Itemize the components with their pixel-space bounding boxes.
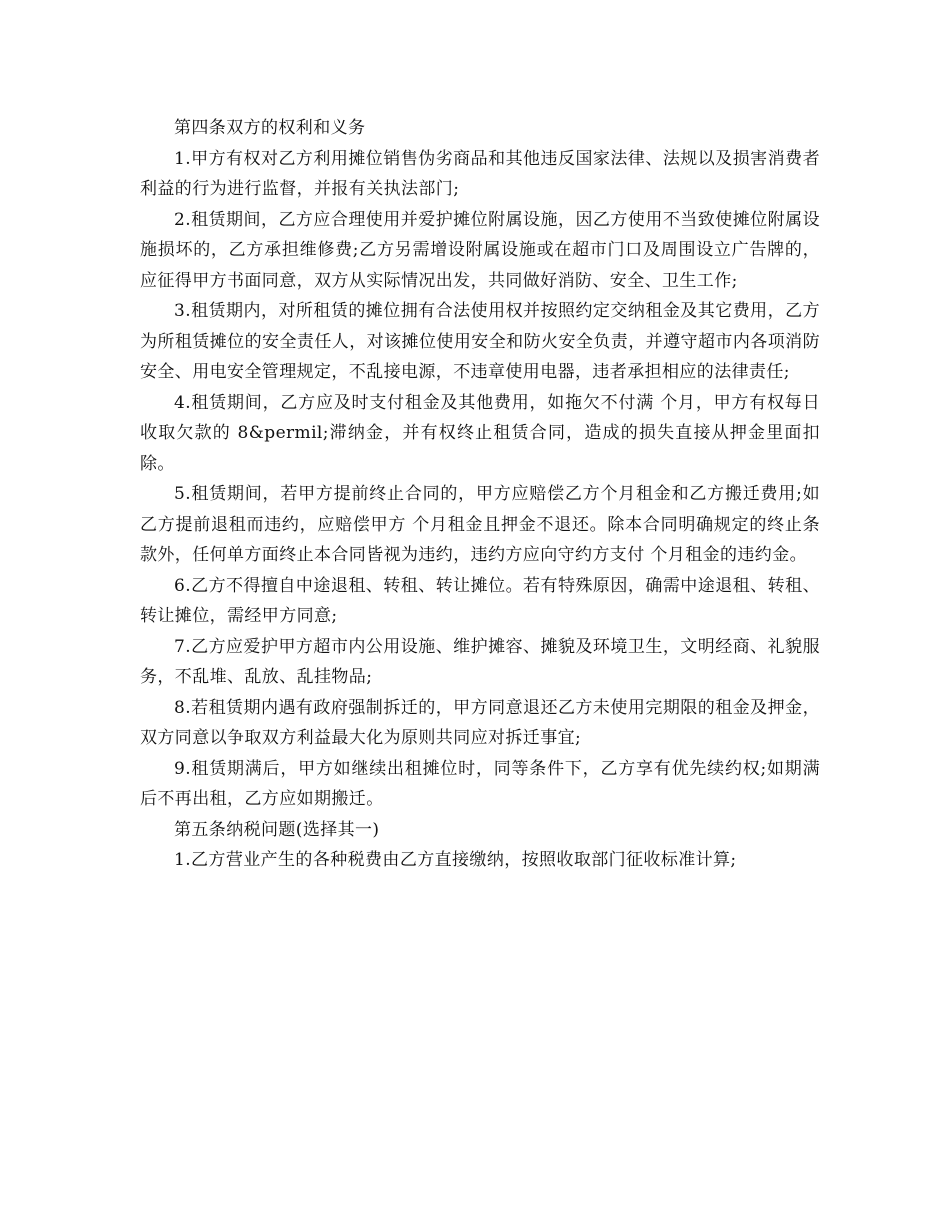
clause-4-5: 5.租赁期间，若甲方提前终止合同的，甲方应赔偿乙方个月租金和乙方搬迁费用;如乙方提前退租而违约，应赔偿甲方 个月租金且押金不退还。除本合同明确规定的终止条款外，任何单方面终止本合同皆视为违约，违约方应向守约方支付 个月租金的违约金。 — [140, 484, 820, 565]
clause-4-8: 8.若租赁期内遇有政府强制拆迁的，甲方同意退还乙方未使用完期限的租金及押金，双方同意以争取双方利益最大化为原则共同应对拆迁事宜; — [140, 697, 820, 748]
clause-4-9: 9.租赁期满后，甲方如继续出租摊位时，同等条件下，乙方享有优先续约权;如期满后不再出租，乙方应如期搬迁。 — [140, 758, 820, 809]
document-body — [140, 113, 820, 876]
clause-4-3: 3.租赁期内，对所租赁的摊位拥有合法使用权并按照约定交纳租金及其它费用，乙方为所租赁摊位的安全责任人，对该摊位使用安全和防火安全负责，并遵守超市内各项消防安全、用电安全管理规定，不乱接电源，不违章使用电器，违者承担相应的法律责任; — [140, 301, 820, 382]
clause-4-4: 4.租赁期间，乙方应及时支付租金及其他费用，如拖欠不付满 个月，甲方有权每日收取欠款的 8&permil;滞纳金，并有权终止租赁合同，造成的损失直接从押金里面扣除。 — [140, 392, 820, 474]
clause-5-1: 1.乙方营业产生的各种税费由乙方直接缴纳，按照收取部门征收标准计算; — [174, 850, 737, 870]
clause-4-2: 2.租赁期间，乙方应合理使用并爱护摊位附属设施，因乙方使用不当致使摊位附属设施损坏的，乙方承担维修费;乙方另需增设附属设施或在超市门口及周围设立广告牌的，应征得甲方书面同意，双方从实际情况出发，共同做好消防、安全、卫生工作; — [140, 209, 820, 291]
section-heading-5: 第五条纳税问题(选择其一) — [174, 819, 380, 840]
section-heading-4: 第四条双方的权利和义务 — [174, 118, 366, 138]
clause-4-6: 6.乙方不得擅自中途退租、转租、转让摊位。若有特殊原因，确需中途退租、转租、转让摊位，需经甲方同意; — [140, 575, 820, 626]
clause-4-1: 1.甲方有权对乙方利用摊位销售伪劣商品和其他违反国家法律、法规以及损害消费者利益的行为进行监督，并报有关执法部门; — [140, 148, 820, 199]
clause-4-7: 7.乙方应爱护甲方超市内公用设施、维护摊容、摊貌及环境卫生，文明经商、礼貌服务，不乱堆、乱放、乱挂物品; — [140, 636, 820, 687]
